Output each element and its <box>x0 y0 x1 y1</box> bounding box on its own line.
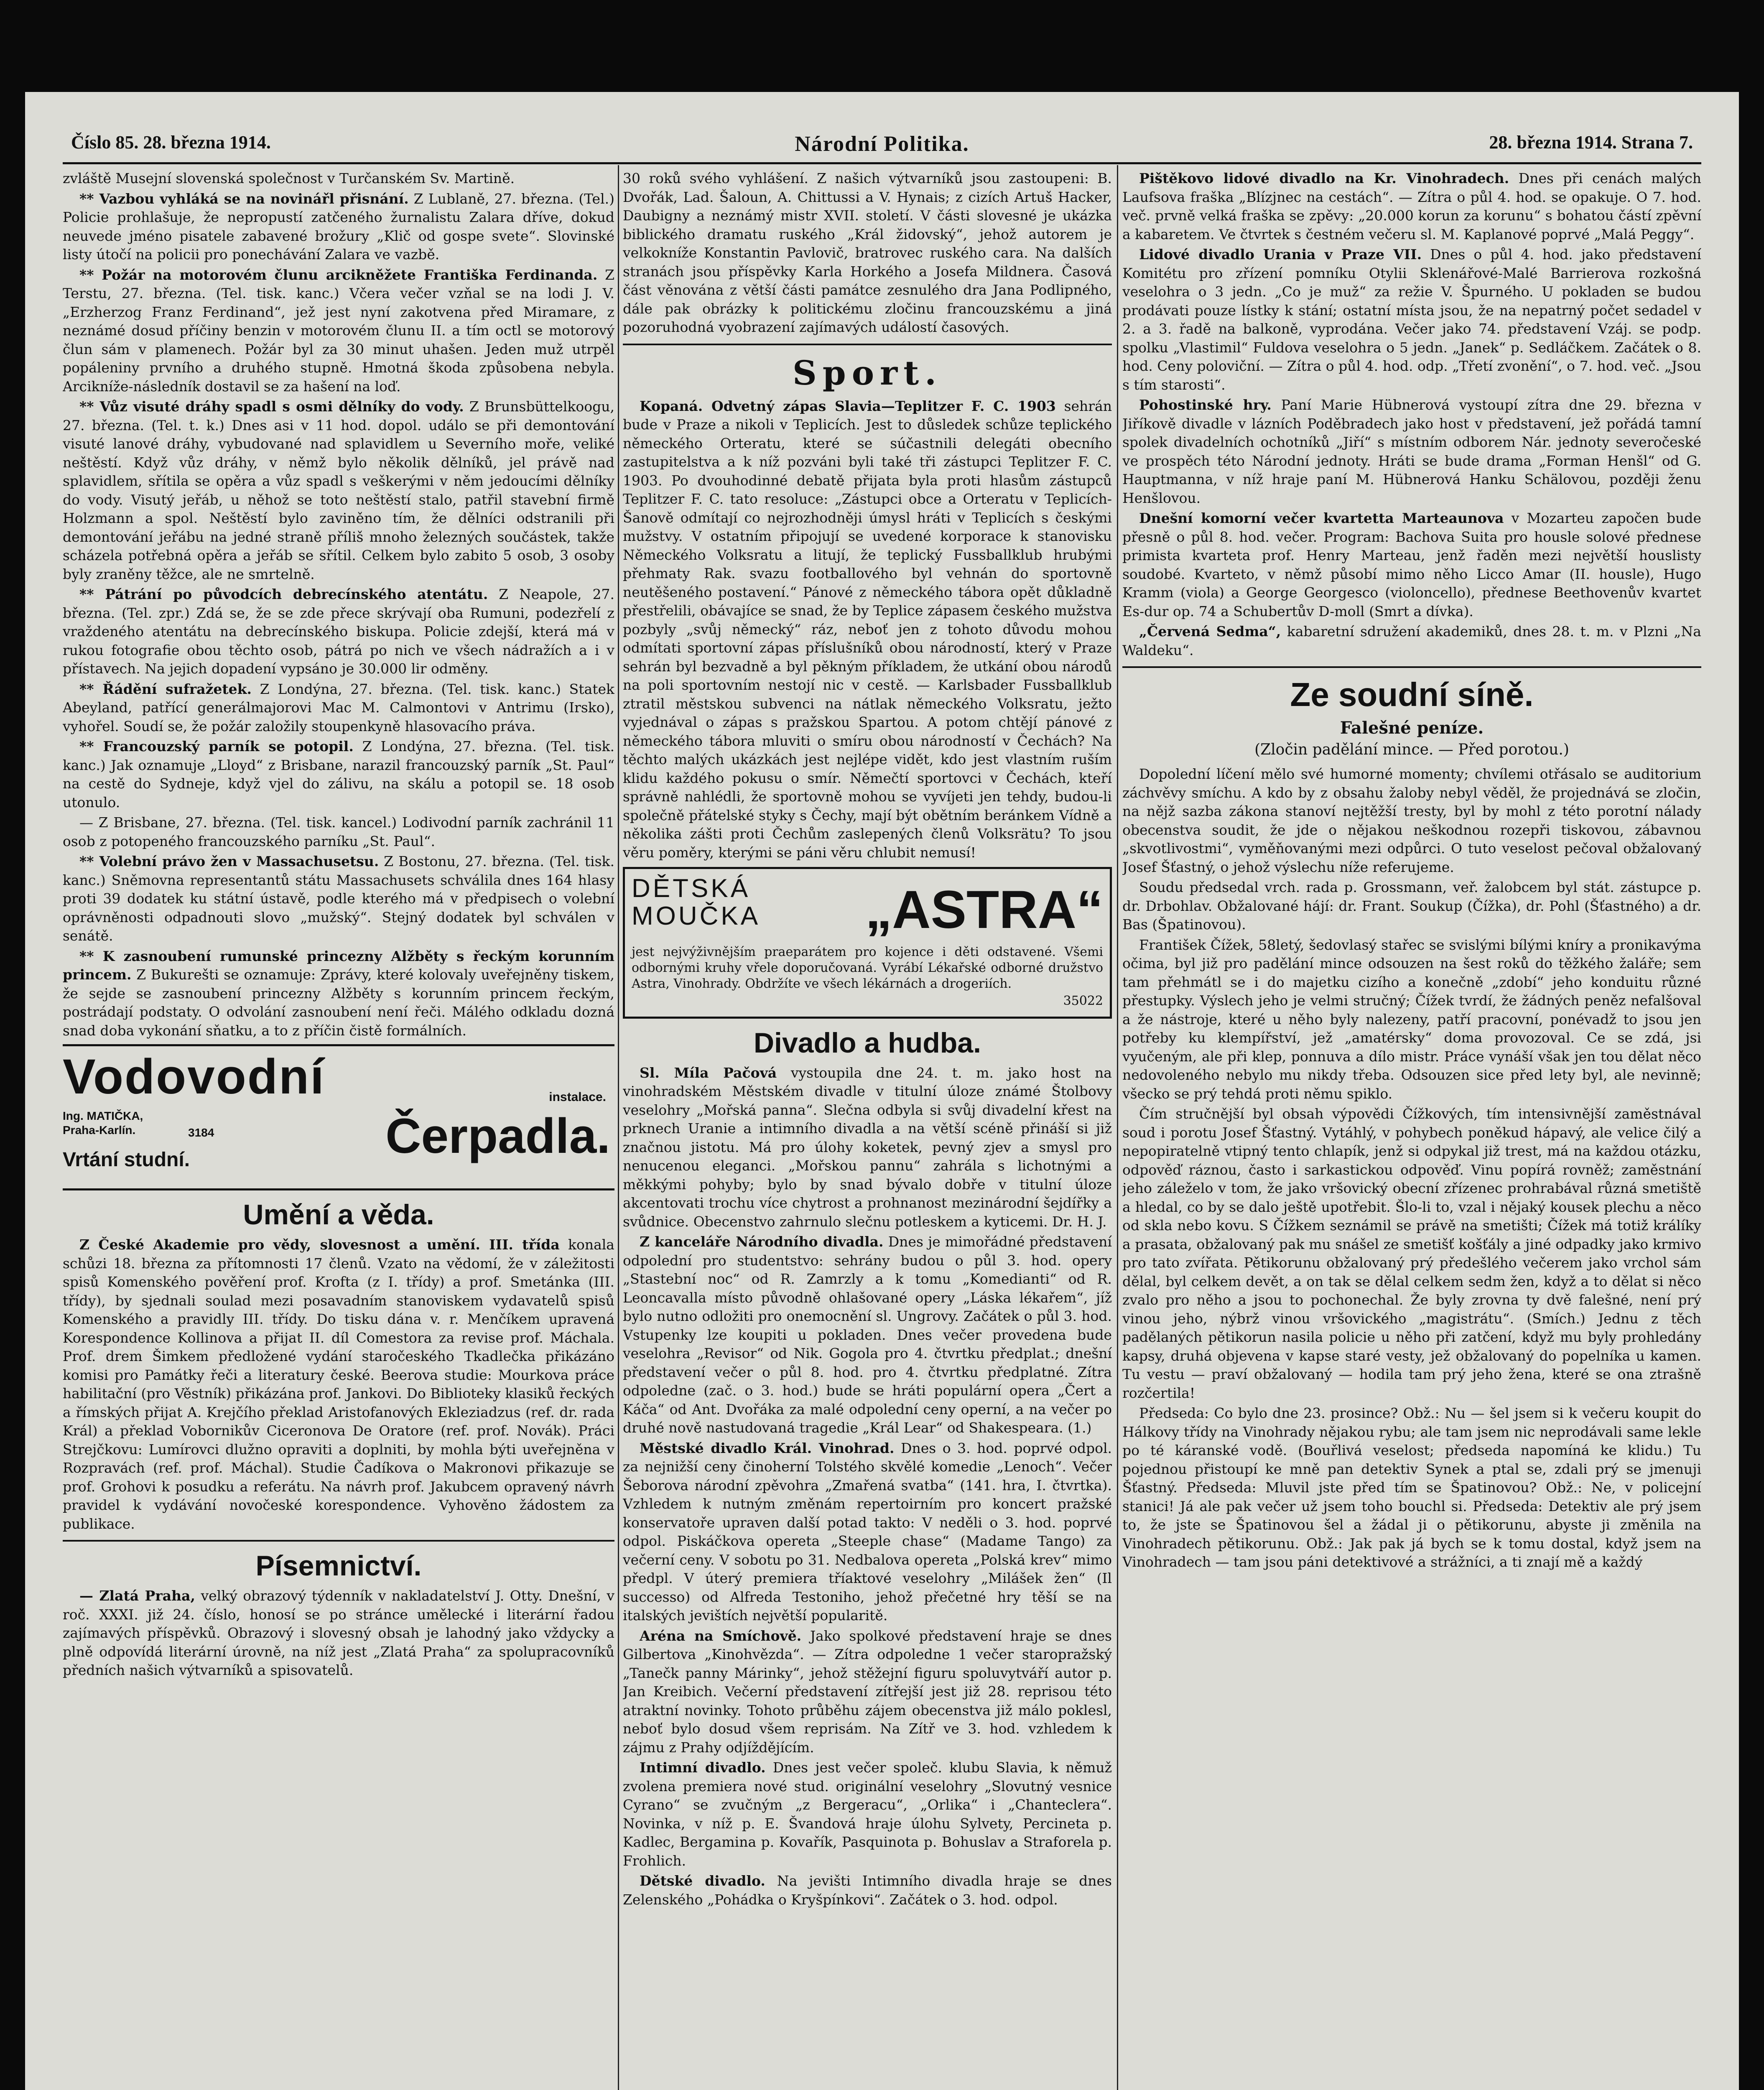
article-heading: Pohostinské hry. <box>1139 397 1272 413</box>
article-text: Z Londýna, 27. března. (Tel. tisk. kanc.) Jak oznamuje „Lloyd“ z Brisbane, narazil francouzský parník „St. Paul“ na cestě do Sydneje, když vjel do zálivu, na skálu a potopil se. 18 osob utonulo. <box>63 738 614 811</box>
ad-text: jest nejvýživnějším praeparátem pro kojence i děti odstavené. Všemi odbornými kruhy vřele doporučovaná. Vyrábí Lékařské odborné družstvo Astra, Vinohrady. Obdržíte ve všech lékárnách a drogeriích. <box>632 945 1103 991</box>
column-divider <box>1117 165 1118 2090</box>
article-text: Dnes o půl 4. hod. jako představení Komitétu pro zřízení pomníku Otylii Sklenářové-Malé Barrierova rozkošná veselohra o 3 jedn. „Co je muž“ za režie V. Špurného. U pokladen se budou prodávati pouze lístky k stání; ostatní místa jsou, že na nepatrný počet sedadel v 2. a 3. řadě na balkoně, vyprodána. Večer jako 74. představení Vzáj. se podp. spolku „Vlastimil“ Fuldova veselohra o 5 jedn. „Janek“ p. Sedláčkem. Začátek o 8. hod. Ceny poloviční. — Zítra o půl 4. hod. odp. „Třetí zvonění“, o 7. hod. več. „Jsou s tím starosti“. <box>1122 246 1701 393</box>
article-heading: Aréna na Smíchově. <box>640 1627 802 1644</box>
article-paragraph <box>63 398 614 584</box>
article-paragraph: — Z Brisbane, 27. března. (Tel. tisk. kancel.) Lodivodní parník zachránil 11 osob z potopeného francouzského parníku „St. Paul“. <box>63 814 614 849</box>
article-paragraph <box>63 585 614 678</box>
article-paragraph <box>1122 509 1701 621</box>
article-text: Z Brunsbüttelkoogu, 27. března. (Tel. t. k.) Dnes asi v 11 hod. dopol. událo se při demontování visuté lanové dráhy, vybudované nad splavidlem u Severního moře, veliké neštěstí. Když vůz dráhy, v němž bylo několik dělníků, jel právě nad splavidlem, sřítila se opěra a vůz spadl s veškerými v něm jedoucími dělníky do vody. Visutý jeřáb, u něhož se toto neštěstí stalo, patřil stavební firmě Holzmann a spol. Neštěstí bylo zaviněno tím, že dělníci odstranili při demontování jeřábu na jedné straně příliš mnoho železných součástek, takže scházela potřebná opěra a jeřáb se sřítil. Celkem bylo zabito 5 osob, 3 osoby byly zraněny těžce, ale ne smrtelně. <box>63 398 614 582</box>
article-text: vystoupila dne 24. t. m. jako host na vinohradském Městském divadle v titulní úloze známé Štolbovy veselohry „Mořská panna“. Slečna odbyla si svůj divadelní křest na prknech Uranie a intimního divadla a na větší scéně přináší si již značnou jistotu. Má pro úlohy koketek, pevný zjev a smysl pro nenucenou eleganci. „Mořskou pannu“ zahrála s lichotnými a měkkými pohyby; bylo by snad bývalo dobře v titulní úloze akcentovati trochu více chytrost a prohnanost mezinárodní šejdířky a svůdnice. Obecenstvo zahrnulo slečnu potleskem a kyticemi. Dr. H. J. <box>623 1064 1112 1230</box>
article-paragraph <box>63 266 614 396</box>
article-heading: Lidové divadlo Urania v Praze VII. <box>1139 246 1422 263</box>
ad-headline: Vodovodní <box>63 1049 325 1104</box>
article-text: Dnes jest večer společ. klubu Slavia, k němuž zvolena premiera nové stud. originální veselohry „Slovutný vesnice Cyrano“ se zvučným „z Bergeracu“, „Orlika“ i „Chanteclera“. Novinka, v níž p. E. Švandová hraje úlohu Sylvety, Percineta p. Kadlec, Bergamina p. Kovařík, Pasquinota p. Bohuslav a Straforela p. Frohlich. <box>623 1759 1112 1869</box>
article-text: Z Bostonu, 27. března. (Tel. tisk. kanc.) Sněmovna representantů státu Massachusets schválila dnes 164 hlasy proti 39 dodatek ku státní ústavě, podle kterého má v předpisech o volební oprávněnosti odpadnouti slovo „mužský“. Stejný dodatek byl schválen v senátě. <box>63 853 614 944</box>
article-text: Z Terstu, 27. března. (Tel. tisk. kanc.) Včera večer vzňal se na lodi J. V. „Erzherzog Franz Ferdinand“, jež jest nyní zakotvena před Miramare, z neznámé dosud příčiny benzin v motorovém člunu II. a tím octl se motorový člun sám v plamenech. Požár byl za 30 minut uhašen. Jeden muž utrpěl popáleniny prvního a druhého stupně. Hmotná škoda způsobena nebyla. Arcikníže-následník dostavil se za hašení na loď. <box>63 266 614 395</box>
article-text: Dnes je mimořádné představení odpolední pro studentstvo: sehrány budou o půl 3. hod. opery „Stastební noc“ od R. Zamrzly a k tomu „Komedianti“ od R. Leoncavalla místo původně ohlašované opery „Láska lékařem“, jíž bylo nutno odložiti pro onemocnění sl. Ungrovy. Začátek o půl 3. hod. Vstupenky lze koupiti u pokladen. Dnes večer provedena bude veselohra „Revisor“ od Nik. Gogola pro 4. čtvrtku předplat.; dnešní představení večer o půl 8. hod. pro 4. čtvrtku předplatné. Zítra odpoledne (zač. o 3. hod.) bude se hráti populární opera „Čert a Káča“ od Ant. Dvořáka za malé odpolední ceny operní, a na večer po druhé nově nastudovaná tragedie „Král Lear“ od Shakespeara. (1.) <box>623 1234 1112 1436</box>
article-text: Z Londýna, 27. března. (Tel. tisk. kanc.) Statek Abeyland, patřící generálmajorovi Mac M. Calmontovi v Antrimu (Irsko), vyhořel. Soudí se, že požár založily stoupenkyně hlasovacího práva. <box>63 681 614 734</box>
article-text: Na jevišti Intimního divadla hraje se dnes Zelenského „Pohádka o Kryšpínkovi“. Začátek o 3. hod. odpol. <box>623 1873 1112 1908</box>
article-paragraph <box>623 1872 1112 1909</box>
column-divider <box>618 165 619 2090</box>
article-paragraph <box>63 680 614 736</box>
article-paragraph <box>1122 245 1701 394</box>
page-header <box>71 132 1693 161</box>
article-heading: ** Pátrání po původcích debrecínského atentátu. <box>79 586 488 602</box>
article-title: Falešné peníze. <box>1340 718 1484 738</box>
article-heading: ** Řádění sufražetek. <box>79 681 252 697</box>
article-text: Z Bukurešti se oznamuje: Zprávy, které kolovaly uveřejněny tiskem, že sejde se zasnoubení princezny Alžběty s korunním princem řeckým, postrádají podstaty. O odvolání zasnoubení není řeči. Málého odkladu dozná snad doba vykonání sňatku, a to z příčin čistě formálních. <box>63 966 614 1039</box>
article-paragraph: Soudu předsedal vrch. rada p. Grossmann, veř. žalobcem byl stát. zástupce p. dr. Drbohlav. Obžalované hájí: dr. Frant. Soukup (Čížka), dr. Pohl (Šťastného) a dr. Bas (Špatinovou). <box>1122 879 1701 933</box>
article-paragraph <box>63 190 614 264</box>
article-paragraph: Čím stručnější byl obsah výpovědi Čížkových, tím intensivnější zaměstnával soud i porotu Josef Šťastný. Vytáhlý, v pohybech poněkud hápavý, ale velice čilý a nepopiratelně vtipný tento chlapík, jenž si odpykal již trest, má na každou otázku, odpověď ráznou, často i sarkastickou odpověď. Vinu popírá rovněž; zaměstnání jeho záleželo v tom, že jako vršovický obecní zřízenec prohrabával různá smetiště a hledal, co by se dalo ještě upotřebit. Šlo-li to, vzal i nějaký kousek plechu a něco od skla nebo kovu. S Čížkem seznámil se právě na smetišti; Čížek má totiž králíky a prasata, obžalovaný pak mu snášel ze smetišť košťály a jiné odpadky jako krmivo pro tato zvířata. Pětikorunu obžalovaný prý předešlého večerem jako vrchol sám dělal, byl celkem devět, a on tak se dělal celkem sedm žen, když a to dělat si něco zvalo pro něho a jsou to pochonechal. Že byly zrovna ty dvě falešné, není prý vinou jeho, nýbrž vinou vršovického „magistrátu“. (Smích.) Jednu z těch padělaných pětikorun nasila policie u něho při zatčení, když mu byly prohledány kapsy, druhá objevena v kapse staré vesty, jež obžalovaný do popelníka u kamen. Tu vestu — praví obžalovaný — hodila tam prý jeho žena, které se ona ztrašně rozčertila! <box>1122 1106 1701 1401</box>
article-text: Z Lublaně, 27. března. (Tel.) Policie prohlašuje, že nepropustí zatčeného žurnalistu Zalara dříve, dokud neuvede jméno pisatele zabavené brožury „Klič od gospe svete“. Slovinské listy útočí na policii pro ponechávání Zalara ve vazbě. <box>63 190 614 263</box>
ad-product-label <box>632 875 760 930</box>
article-paragraph: Dopolední líčení mělo své humorné momenty; chvílemi otřásalo se auditorium záchvěvy smíchu. A kdo by z obsahu žaloby nebyl věděl, že projednává se zločin, na nějž sazba zákona stanoví nejtěžší tresty, byl by mohl z této porotní nálady obecenstva soudit, že jde o nějakou neškodnou rozepři tiskovou, zábavnou „skvotlivostmi“, vyměňovanými mezi odpůrci. O tuto veselost pečoval obžalovaný Josef Šťastný, o jehož výslechu níže referujeme. <box>1122 766 1701 875</box>
section-heading-soudni: Ze soudní síně. <box>1290 676 1534 713</box>
issue-number: Číslo 85. 28. března 1914. <box>71 132 271 153</box>
masthead-title: Národní Politika. <box>795 132 969 156</box>
ad-subtitle: instalace. <box>549 1090 606 1104</box>
article-text: konala schůzi 18. března za přítomnosti 17 členů. Vzato na vědomí, že v záležitosti spisů Komenského pověření prof. Krofta (z I. třídy) a prof. Smetánka (III. třídy), by sjednali soulad mezi posavadním stanoviskem vydavatelů spisů Komenského a pravidly III. třídy. Do tisku dána v. r. Menčíkem upravená Korespondence Kollinova a přijat II. díl Comestora za revise prof. Máchala. Prof. drem Šimkem předložené vydání staročeského Tkadlečka přikázáno komisi pro Památky řeči a literatury české. Beerova studie: Mourkova práce habilitační (pro Věstník) přikázána prof. Jankovi. Do Biblioteky klasiků řeckých a římských přijat A. Krejčího překlad Aristofanových Ekleziadzus (ref. dr. rada Král) a překlad Vobornikův Ciceronova De Oratore (ref. prof. Novák). Práci Strejčkovu: Lumírovci dlužno opraviti a doplniti, by mohla býti uveřejněna v Rozpravách (ref. prof. Máchal). Studie Čadíkova o Makronovi přikazuje se prof. Grohovi k posudku a referátu. Na návrh prof. Jakubcem opravený návrh pravidel k vydávání novočeské korespondence. Vyhověno žádostem za publikace. <box>63 1236 614 1532</box>
section-heading-divadlo: Divadlo a hudba. <box>753 1027 981 1059</box>
article-heading: Sl. Míla Pačová <box>640 1064 777 1081</box>
article-heading: Z České Akademie pro vědy, slovesnost a umění. III. třída <box>79 1236 560 1253</box>
article-paragraph <box>623 1439 1112 1625</box>
section-heading-pisemnictvi: Písemnictví. <box>255 1550 422 1582</box>
article-text: Dnes při cenách malých Laufsova fraška „Blízjnec na cestách“. — Zítra o půl 4. hod. se opakuje. O 7. hod. več. prvně velká fraška se zpěvy: „20.000 korun za korunu“ s bohatou částí zpěvní a kabaretem. Ve čtvrtek s čestném večeru sl. M. Kaplanové poprvé „Malá Peggy“. <box>1122 170 1701 242</box>
column-2 <box>623 169 1112 2090</box>
ad-tagline: Vrtání studní. <box>63 1149 190 1171</box>
article-subtitle: (Zločin padělání mince. — Před porotou.) <box>1254 741 1569 758</box>
ad-brand: „ASTRA“ <box>865 880 1103 940</box>
article-text: Paní Marie Hübnerová vystoupí zítra dne 29. března v Jiříkově divadle v lázních Poděbradech jako host v představení, jež pořádá tamní spolek divadelních ochotníků „Jiří“ s místním odborem Nár. jednoty severočeské ve prospěch této Národní jednoty. Hráti se bude drama „Forman Henšl“ od G. Hauptmanna, v níž hraje paní M. Hübnerová Hanku Schälovou, později ženu Henšlovou. <box>1122 397 1701 506</box>
ad-company-address: Praha-Karlín. <box>63 1124 136 1137</box>
section-rule <box>1122 666 1701 668</box>
article-heading: Pištěkovo lidové divadlo na Kr. Vinohradech. <box>1139 170 1509 186</box>
article-paragraph <box>63 737 614 812</box>
article-heading: Kopaná. Odvetný zápas Slavia—Teplitzer F. C. 1903 <box>640 398 1056 414</box>
section-heading-umeni: Umění a věda. <box>243 1199 434 1231</box>
article-heading: ** K zasnoubení rumunské princezny Alžběty s řeckým korunním princem. <box>63 948 614 983</box>
article-heading: ** Vůz visuté dráhy spadl s osmi dělníky do vody. <box>79 398 464 415</box>
article-heading: ** Francouzský parník se potopil. <box>79 738 354 754</box>
article-heading: „Červená Sedma“, <box>1139 623 1281 640</box>
advertisement-astra <box>623 867 1112 1019</box>
article-text: sehrán bude v Praze a nikoli v Teplicích. Jest to důsledek schůze teplického německého Orteratu, které se súčastnili delegáti obecního zastupitelstva a k níž pozváni byli také tři zástupci Teplitzer F. C. 1903. Po dvouhodinné debatě přijata byla proti hlasům zástupců Teplitzer F. C. tato resoluce: „Zástupci obce a Orteratu v Teplicích-Šanově odmítají co nejrozhodněji úmysl hráti v Teplicích s českými mužstvy. V ostatním připojují se uvedené korporace k stanovisku Německého Volksratu a litují, že teplický Fussballklub hrubými přehmaty Rak. svazu footballového byl vehnán do sportovně neutěšeného postavení.“ Pánové z německého tábora opět důkladně přestřelili, obávajíce se snad, že by Teplice zápasem českého mužstva pozbyly „svůj německý“ ráz, neboť jen z tohoto důvodu mohou odmítati sportovní zápas příslušníků obou národností, který v Praze sehrán byl bezvadně a byl pěkným příkladem, že utkání obou národů na poli sportovním nestojí nic v cestě. — Karlsbader Fussballklub ztratil městskou subvenci na nátlak německého Volksratu, ježto vyjednával o zápas s pražskou Spartou. A potom chtějí pánové z německého tábora mluviti o smíru obou národností v Čechách? Na těchto malých ukázkách jest nejlépe vidět, kdo jest vlastním ruším klidu každého pokusu o smír. Němečtí sportovci v Čechách, kteří správně nahlédli, že sportovně mohou se vyvíjeti jen tehdy, budou-li společně přátelské styky s Čechy, mají být obětním beránkem Vídně a několika zášti proti Čechům zaslepených členů Volksrätu? To jsou věru poměry, kterými se páni věru chlubit nemusí! <box>623 398 1112 861</box>
article-heading: Dětské divadlo. <box>640 1873 765 1889</box>
article-paragraph <box>623 1064 1112 1231</box>
ad-title-row <box>632 873 1103 944</box>
article-text: kabaretní sdružení akademiků, dnes 28. t. m. v Plzni „Na Waldeku“. <box>1122 623 1701 658</box>
newspaper-page <box>25 92 1739 2090</box>
article-heading: ** Volební právo žen v Massachusetsu. <box>79 853 379 869</box>
article-text: Dnes o 3. hod. poprvé odpol. za nejnižší ceny činoherní Tolstého skvělé komedie „Lenoch“. Večer Šeborova národní zpěvohra „Zmařená svatba“ (141. hra, I. čtvrtka). Vzhledem k nutným změnám repertoirním pro koncert pražské konservatoře upraven další potad takto: V neděli o 3. hod. poprvé odpol. Piskáčkova opereta „Steeple chase“ (Madame Tango) za večerní ceny. V sobotu po 31. Nedbalova opereta „Polská krev“ mimo předpl. V úterý premiera tříaktové veselohry „Milášek žen“ (Il successo) od Alfreda Testoniho, jehož přečetné hry těší se na italských jevištích největší popularitě. <box>623 1440 1112 1624</box>
article-paragraph: František Čížek, 58letý, šedovlasý stařec se svislými bílými kníry a pronikavýma očima, byl již pro padělání mince odsouzen na šest roků do těžkého žaláře; sem tam přehmátl se i do majetku cizího a konečně „zdobí“ jeho konduitu různé přestupky. Výslech jeho je velmi stručný; Čížek tvrdí, že žádných peněz nefalšoval a že nástroje, které u něho byly nalezeny, patří pracovní, ponévadž to jsou jen potřeby ku klempířství, jež „amatérsky“ doma provozoval. Ce se zdá, jsi vyučeným, ale při klep, ponnuva a dílo mistr. Práce vynáší však jen tou dělat něco nedovoleného nebylo mu nikdy třeba. Odsouzen sice před lety byl, ale nevinně; všecko se prý tehdá proti němu spiklo. <box>1122 936 1701 1102</box>
article-paragraph: 30 roků svého vyhlášení. Z našich výtvarníků jsou zastoupeni: B. Dvořák, Lad. Šaloun, A. Chittussi a V. Hynais; z cizích Artuš Hacker, Daubigny a neznámý mistr XVII. století. V části slovesné je ukázka biblického dramatu ruského „Král židovský“, jehož autorem je velkokníže Konstantin Pavlovič, bratrovec ruského cara. Na dalších stranách jsou příspěvky Karla Horkého a Josefa Mildnera. Časová část věnována z větší části památce zesnulého dra Jana Podlipného, dále pak obrázky k politickému zločinu francouzskému a jiná pozoruhodná vyobrazení zajímavých událostí časových. <box>623 170 1112 335</box>
section-heading-sport: Sport. <box>792 353 943 393</box>
article-text: Jako spolkové představení hraje se dnes Gilbertova „Kinohvězda“. — Zítra odpoledne 1 večer staropražský „Tanečk panny Márinky“, jehož stěžejní figuru spoluvytváří autor p. Jan Kreibich. Večerní představení zítřejší jest již 28. reprisou této atraktní novinky. Tohoto průběhu zájem obecenstva již málo poklesl, neboť bylo dosud všem reprisám. Na Zítř ve 3. hod. vzhledem k zájmu z Prahy odjíždějícím. <box>623 1627 1112 1756</box>
article-paragraph: zvláště Musejní slovenská společnost v Turčanském Sv. Martině. <box>63 170 515 186</box>
section-rule <box>63 1540 614 1542</box>
article-text: velký obrazový týdenník v nakladatelství J. Otty. Dnešní, v roč. XXXI. již 24. číslo, honosí se po stránce umělecké i literární řadou zajímavých příspěvků. Obrazový i slovesný obsah je lahodný jako vždycky a plně odpovídá literární úrovně, na níž jest „Zlatá Praha“ za spolupracovníků předních našich výtvarníků a spisovatelů. <box>63 1588 614 1678</box>
column-3 <box>1122 169 1701 2090</box>
article-paragraph <box>63 852 614 946</box>
ad-product-word-1: DĚTSKÁ <box>632 874 751 903</box>
article-paragraph <box>1122 622 1701 660</box>
advertisement-vodovodni <box>63 1044 614 1190</box>
ad-product-word-2: MOUČKA <box>632 902 761 930</box>
article-paragraph <box>623 1759 1112 1870</box>
ad-company <box>63 1109 143 1137</box>
article-paragraph <box>63 1587 614 1680</box>
section-rule <box>623 344 1112 345</box>
article-heading: Z kanceláře Národního divadla. <box>640 1234 884 1250</box>
article-paragraph <box>63 947 614 1040</box>
article-heading: ** Vazbou vyhláká se na novinářl přisnání. <box>79 190 409 207</box>
article-paragraph <box>623 397 1112 862</box>
article-heading: Intimní divadlo. <box>640 1759 766 1776</box>
article-paragraph <box>1122 396 1701 507</box>
article-heading: — Zlatá Praha, <box>79 1588 195 1604</box>
article-paragraph <box>63 1236 614 1533</box>
article-paragraph <box>1122 169 1701 244</box>
article-text: v Mozarteu započen bude přesně o půl 8. hod. večer. Program: Bachova Suita pro housle solové přednese primista kvarteta prof. Henry Marteau, jenž řaděn mezi největší houslisty soudobé. Kvarteto, v němž působí mimo něho Licco Amar (II. housle), Hugo Kramm (viola) a George Georgesco (violoncello), přednese Beethovenův kvartet Es-dur op. 74 a Schubertův D-moll (Smrt a dívka). <box>1122 510 1701 619</box>
article-paragraph <box>623 1233 1112 1438</box>
article-paragraph: Předseda: Co bylo dne 23. prosince? Obž.: Nu — šel jsem si k večeru koupit do Hálkovy třídy na Vinohrady nějakou rybu; ale tam jsem nic neprodávali same lekle po té káranské vodě. (Bouřlivá veselost; předseda napomíná ke klidu.) Tu pojednou přistoupí ke mně pan detektiv Synek a ptal se, zdali prý se jmenuji Šťastný. Předseda: Mluvil jste před tím se Špatinovou? Obž.: Ne, v policejní stanici! Já ale pak večer už jsem toho bouchl si. Předseda: Detektiv ale prý jsem to, že jste se Špatinovou šel a žádal ji o pětikorunu, abyste ji změnila na Vinohradech pětikorunu. Obž.: Jak pak já bych se k tomu dostal, když jsem na Vinohradech — tam jsou páni detektivové a strážníci, a ti znají mě a každý <box>1122 1405 1701 1570</box>
ad-company-name: Ing. MATIČKA, <box>63 1109 143 1122</box>
article-text: Z Neapole, 27. března. (Tel. zpr.) Zdá se, že se zde přece skrývají oba Rumuni, podezřelí z vraždeného atentátu na debrecínského biskupa. Policie zdejší, která má v rukou fotografie obou těchto osob, pátrá po nich ve všech nádražích a i v přístavech. Na jejich dopadení vypsáno je 30.000 lir odměny. <box>63 586 614 677</box>
page-date: 28. března 1914. Strana 7. <box>1489 132 1693 153</box>
article-heading: Městské divadlo Král. Vinohrad. <box>640 1440 895 1456</box>
article-paragraph <box>623 1627 1112 1757</box>
ad-headline-2: Čerpadla. <box>385 1109 610 1164</box>
article-heading: ** Požár na motorovém člunu arcikněžete Františka Ferdinanda. <box>79 266 598 283</box>
column-1 <box>63 169 614 2090</box>
ad-phone: 3184 <box>188 1126 214 1139</box>
header-rule <box>63 162 1701 164</box>
article-heading: Dnešní komorní večer kvartetta Marteaunova <box>1139 510 1504 526</box>
ad-number: 35022 <box>1063 994 1103 1008</box>
